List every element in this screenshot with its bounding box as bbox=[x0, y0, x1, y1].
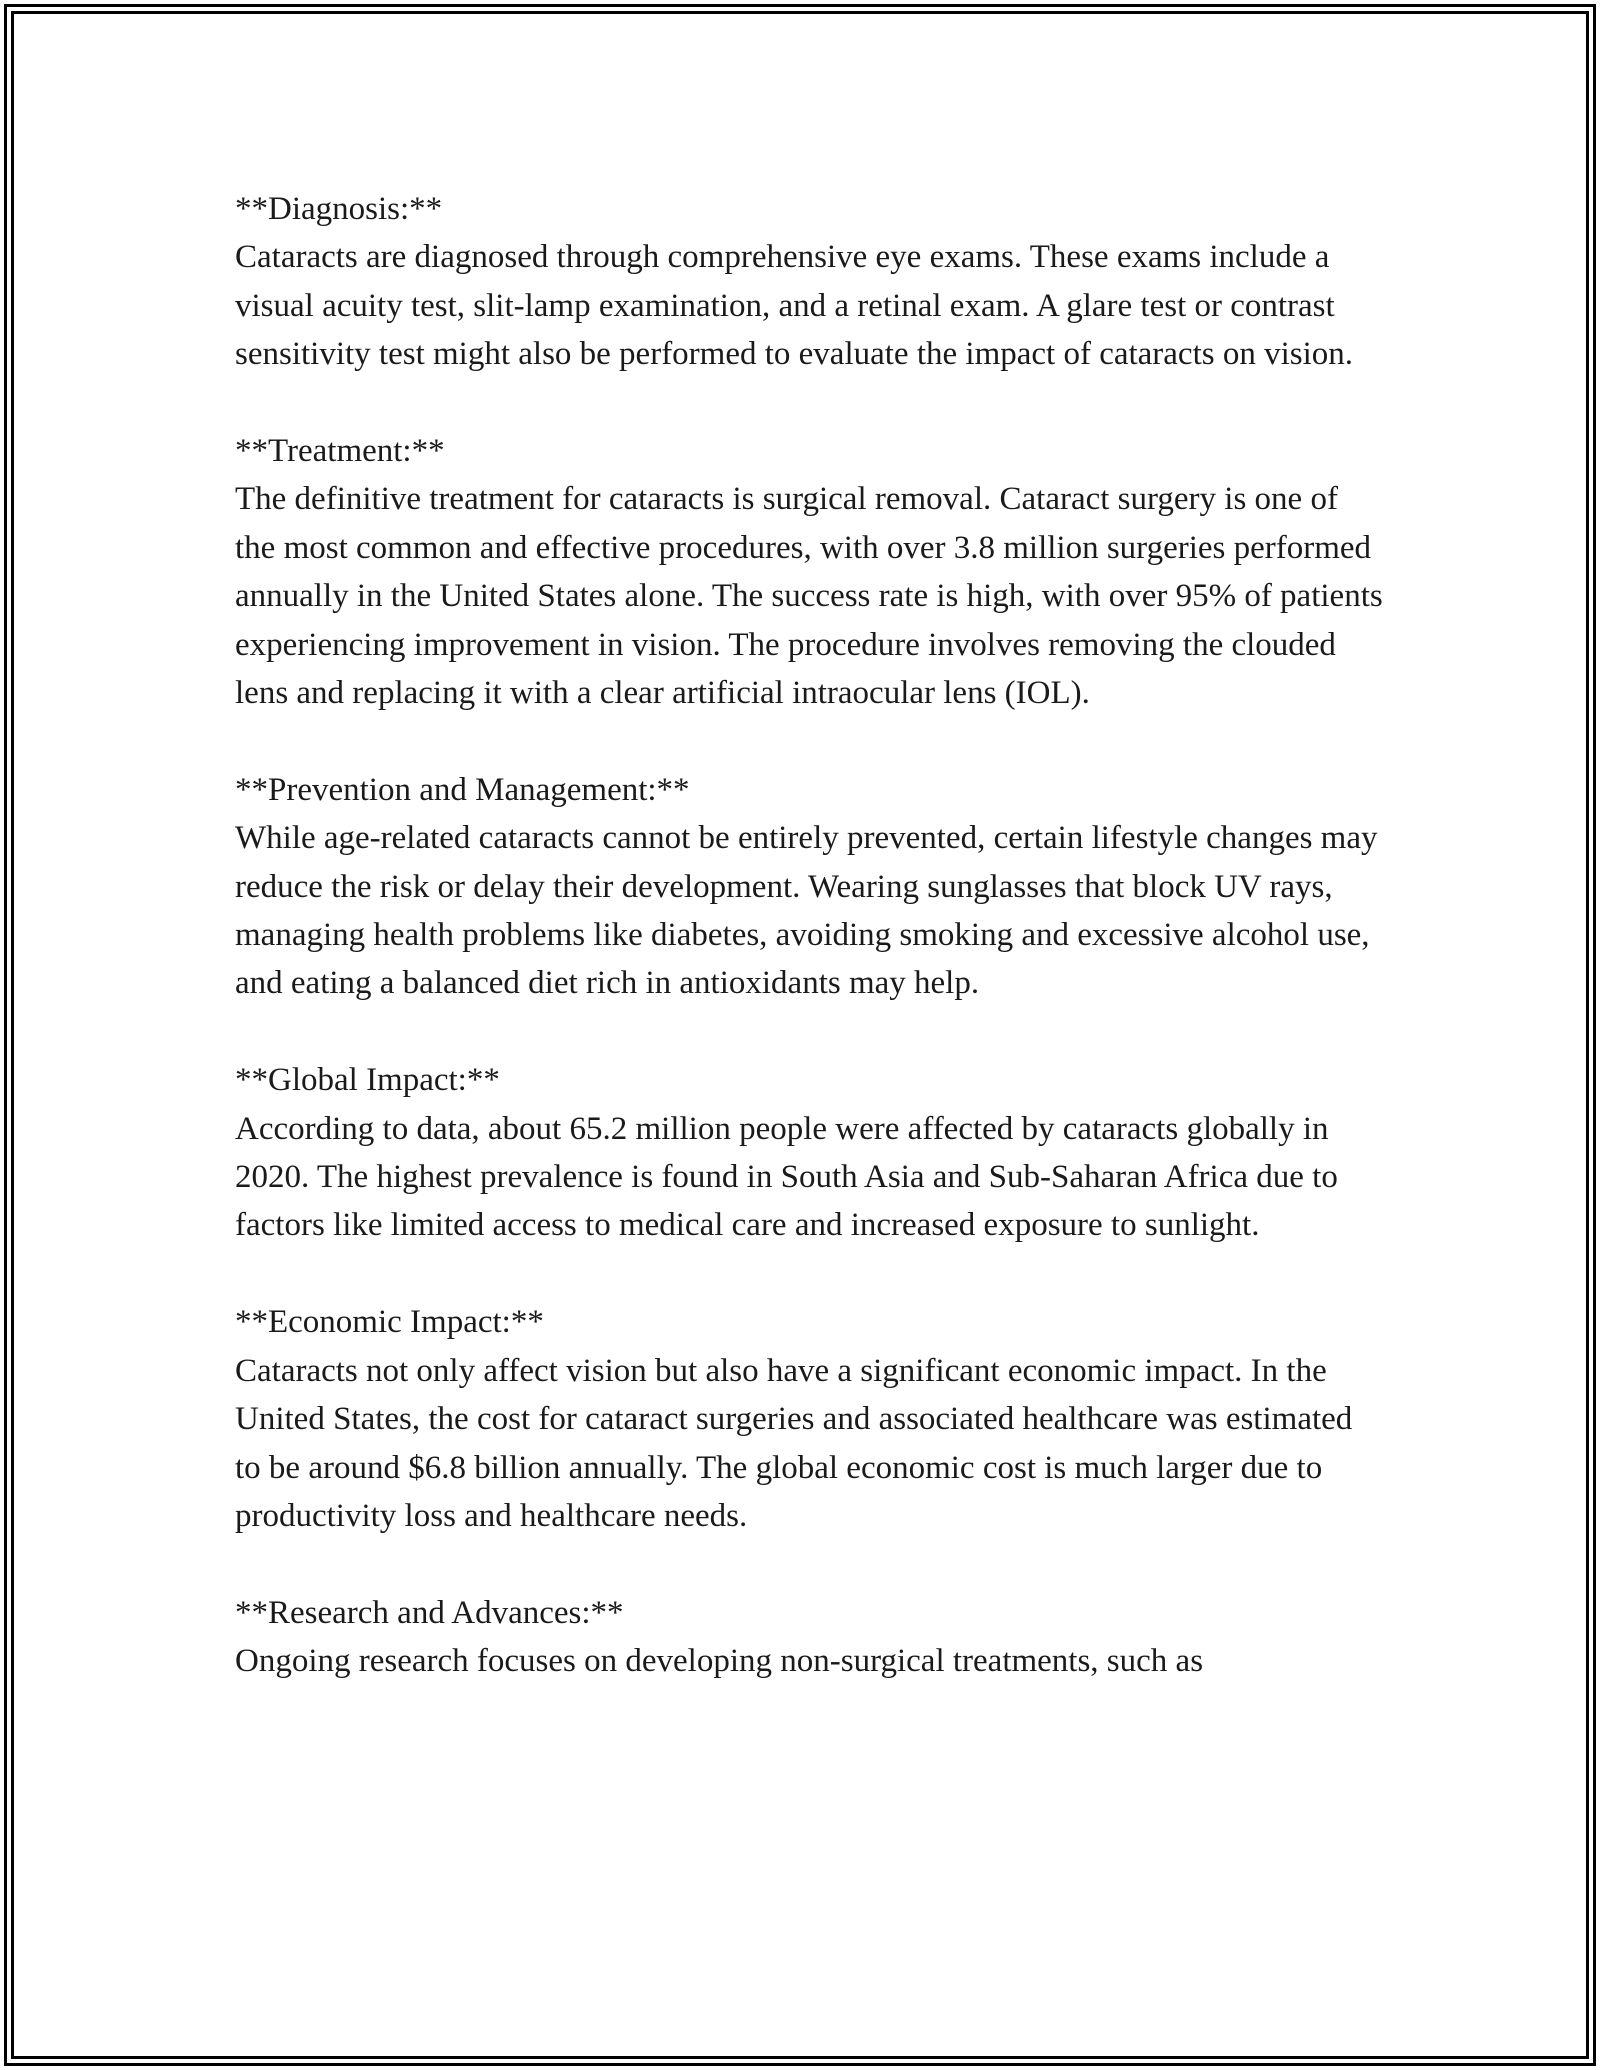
section-heading: **Global Impact:** bbox=[235, 1062, 500, 1099]
section-heading: **Prevention and Management:** bbox=[235, 771, 690, 808]
section-paragraph: Ongoing research focuses on developing non-surgical treatments, such as bbox=[235, 1643, 1204, 1680]
document-body bbox=[235, 185, 1385, 1734]
section-paragraph: Cataracts not only affect vision but also have a significant economic impact. In the United States, the cost for cataract surgeries and associated healthcare was estimated to be around $6.8 billion annually. The global economic cost is much larger due to productivity loss and healthcare needs. bbox=[235, 1352, 1353, 1534]
section-heading: **Diagnosis:** bbox=[235, 191, 443, 227]
section-global-impact bbox=[235, 1056, 1385, 1250]
section-treatment bbox=[235, 427, 1385, 717]
section-paragraph: According to data, about 65.2 million people were affected by cataracts globally in 2020. The highest prevalence is found in South Asia and Sub-Saharan Africa due to factors like limited access to medical care and increased exposure to sunlight. bbox=[235, 1110, 1338, 1244]
section-paragraph: While age-related cataracts cannot be entirely prevented, certain lifestyle changes may reduce the risk or delay their development. Wearing sunglasses that block UV rays, managing health problems like diabetes, avoiding smoking and excessive alcohol use, and eating a balanced diet rich in antioxidants may help. bbox=[235, 820, 1378, 1002]
section-paragraph: Cataracts are diagnosed through comprehensive eye exams. These exams include a visual acuity test, slit-lamp examination, and a retinal exam. A glare test or contrast sensitivity test might also be performed to evaluate the impact of cataracts on vision. bbox=[235, 239, 1354, 373]
section-economic-impact bbox=[235, 1298, 1385, 1540]
section-research-and-advances bbox=[235, 1589, 1385, 1686]
section-heading: **Research and Advances:** bbox=[235, 1594, 624, 1631]
section-heading: **Treatment:** bbox=[235, 433, 445, 470]
section-prevention-and-management bbox=[235, 766, 1385, 1008]
section-diagnosis bbox=[235, 185, 1385, 379]
section-heading: **Economic Impact:** bbox=[235, 1304, 544, 1341]
section-paragraph: The definitive treatment for cataracts is surgical removal. Cataract surgery is one of the most common and effective procedures, with over 3.8 million surgeries performed annually in the United States alone. The success rate is high, with over 95% of patients experiencing improvement in vision. The procedure involves removing the clouded lens and replacing it with a clear artificial intraocular lens (IOL). bbox=[235, 481, 1383, 712]
